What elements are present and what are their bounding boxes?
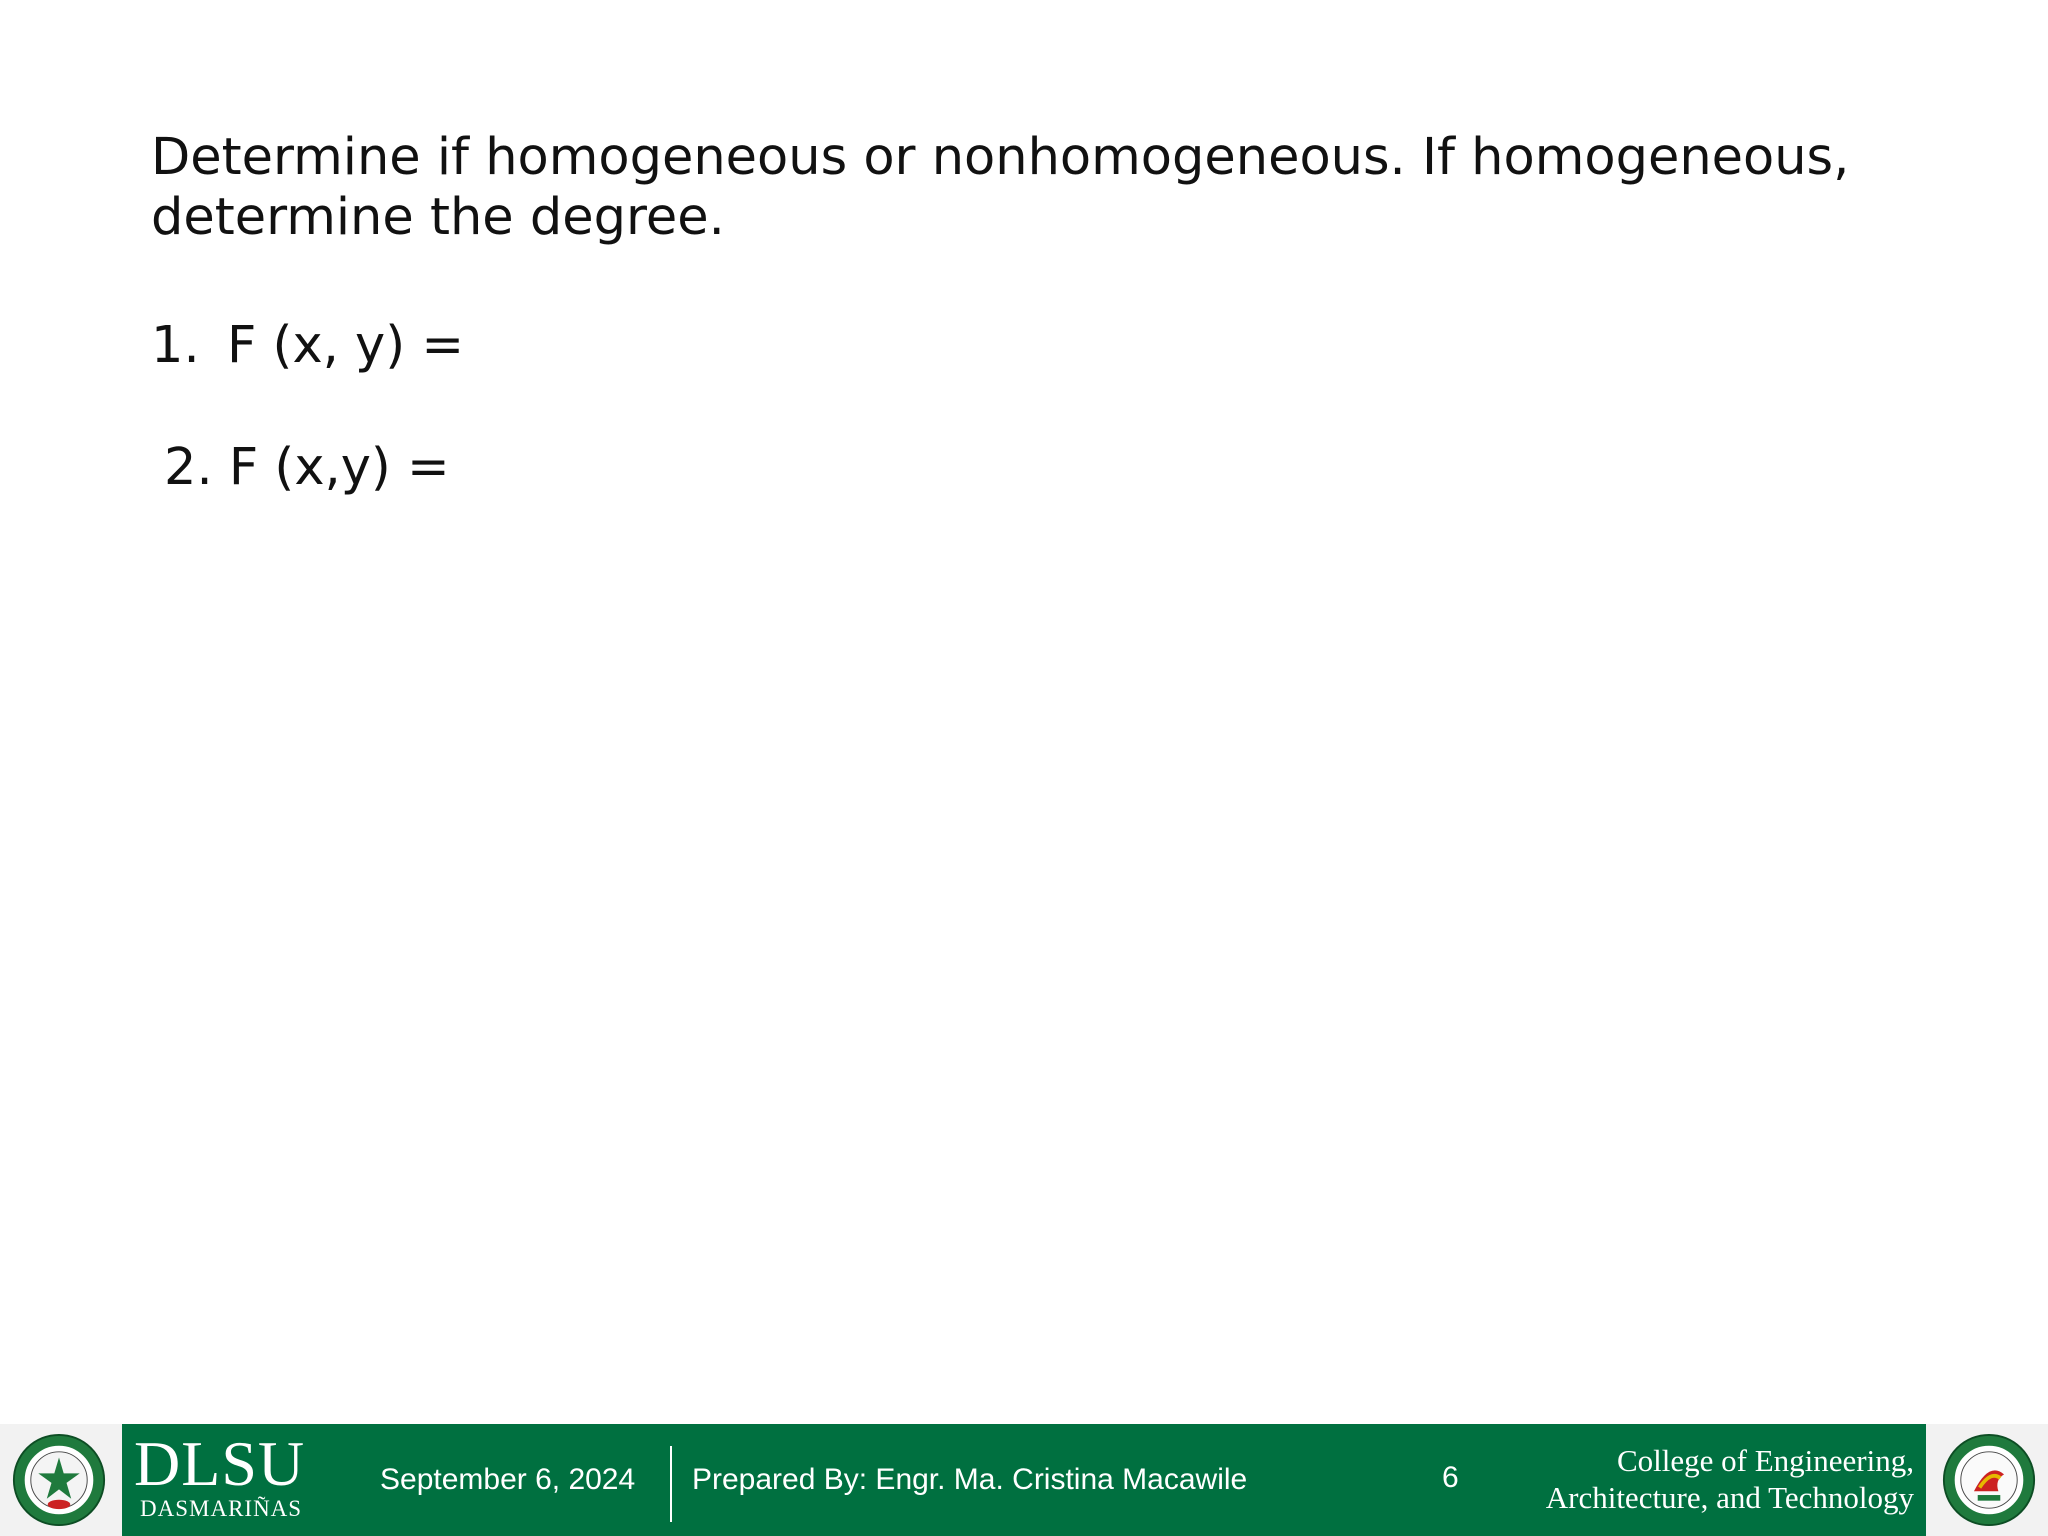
instruction-text <box>151 128 1911 248</box>
dlsu-logo-subtext: DASMARIÑAS <box>140 1496 303 1521</box>
footer-divider <box>670 1446 672 1522</box>
problem-item-1 <box>151 316 464 376</box>
footer-left-panel <box>0 1424 122 1536</box>
dlsu-logo-text: DLSU <box>134 1428 306 1499</box>
slide-footer <box>0 1424 2048 1536</box>
footer-right-panel <box>1926 1424 2048 1536</box>
problem-expression: F (x, y) = <box>227 316 465 375</box>
instruction-line-2: determine the degree. <box>151 188 725 247</box>
page-number: 6 <box>1442 1461 1459 1494</box>
college-name <box>1494 1442 1914 1516</box>
problem-item-2 <box>164 438 450 498</box>
instruction-line-1: Determine if homogeneous or nonhomogeneous. If homogeneous, <box>151 128 1850 187</box>
footer-author: Prepared By: Engr. Ma. Cristina Macawile <box>692 1463 1248 1496</box>
footer-date: September 6, 2024 <box>380 1463 636 1496</box>
college-seal-icon <box>1942 1433 2036 1527</box>
problem-number: 1. <box>151 316 200 375</box>
problem-number: 2. <box>164 438 213 497</box>
college-line-1: College of Engineering, <box>1617 1443 1914 1478</box>
footer-band <box>122 1424 1926 1536</box>
problem-expression: F (x,y) = <box>228 438 450 497</box>
university-seal-icon <box>12 1433 106 1527</box>
college-line-2: Architecture, and Technology <box>1545 1480 1914 1515</box>
